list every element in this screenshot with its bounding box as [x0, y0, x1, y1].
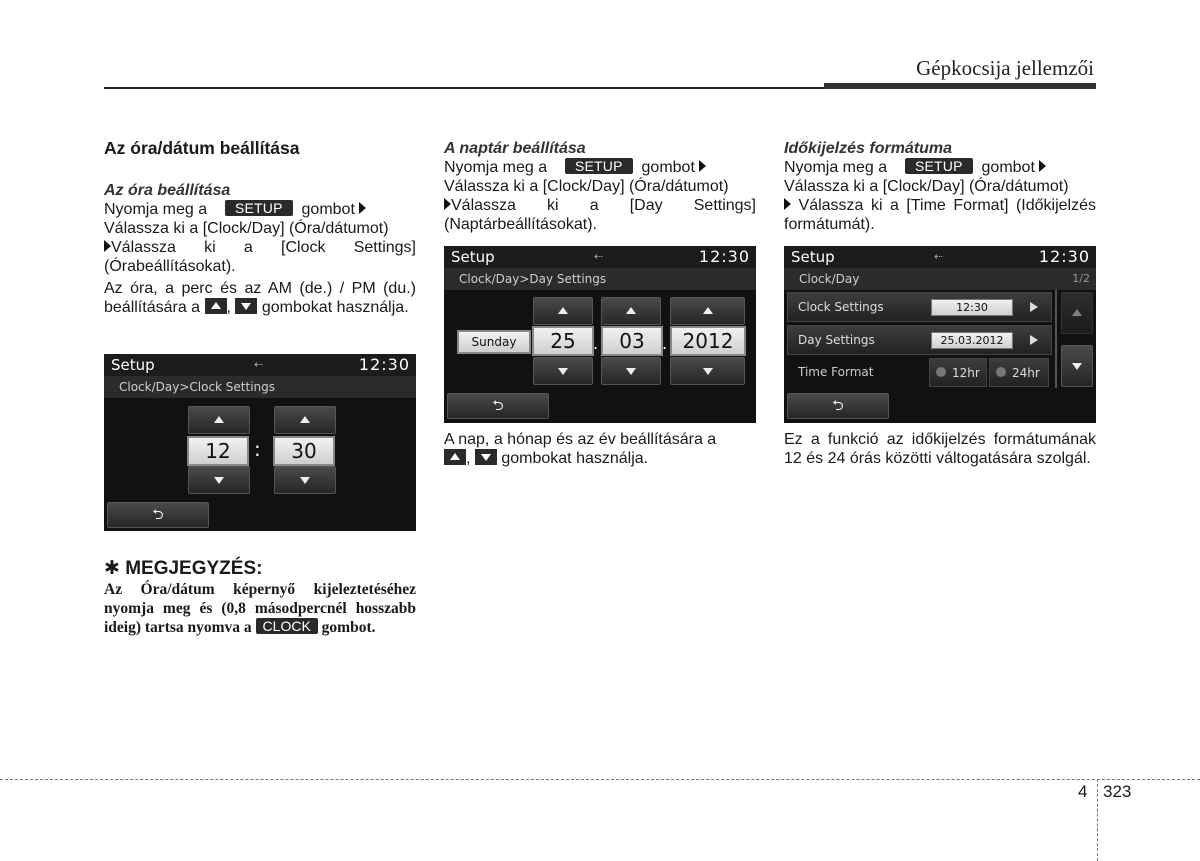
- arrow-right-icon: [359, 202, 366, 214]
- up-button-icon: [205, 298, 227, 314]
- clock-button-icon: CLOCK: [256, 618, 318, 634]
- calendar-note: [444, 430, 756, 468]
- screen-title: Setup: [451, 248, 495, 266]
- arrow-right-icon: [444, 198, 451, 210]
- minute-down-button[interactable]: [274, 466, 336, 494]
- usb-icon: ⇠: [934, 250, 944, 263]
- radio-12hr[interactable]: [929, 358, 987, 387]
- text: Válassza ki a [Time Format] (Időkijelzés formátumát).: [784, 197, 1096, 233]
- date-separator: .: [662, 334, 668, 353]
- arrow-right-icon: [784, 198, 791, 210]
- section-title: Az óra/dátum beállítása: [104, 138, 300, 158]
- hour-value[interactable]: 12: [187, 436, 249, 466]
- year-up-button[interactable]: [670, 297, 745, 325]
- arrow-right-icon: [104, 240, 111, 252]
- day-value[interactable]: 25: [532, 326, 594, 356]
- day-down-button[interactable]: [533, 357, 593, 385]
- row-label: Time Format: [798, 365, 874, 379]
- footer-rule: [0, 779, 1200, 780]
- scrollbar-track[interactable]: [1055, 290, 1057, 388]
- text: Nyomja meg a: [104, 201, 208, 218]
- scroll-up-button[interactable]: [1061, 292, 1093, 334]
- down-button-icon: [475, 449, 497, 465]
- time-format-row: [784, 357, 1054, 387]
- radio-label: 12hr: [952, 366, 980, 380]
- hour-down-button[interactable]: [188, 466, 250, 494]
- text: ,: [466, 450, 471, 467]
- up-button-icon: [444, 449, 466, 465]
- screen-header: [444, 246, 756, 268]
- text: gombokat használja.: [261, 299, 409, 316]
- arrow-right-icon: [699, 160, 706, 172]
- screen-header: [784, 246, 1096, 268]
- subsection-title: Időkijelzés formátuma: [784, 140, 953, 157]
- row-value: 12:30: [931, 299, 1013, 316]
- arrow-right-icon: [1030, 335, 1038, 345]
- setup-button-icon: SETUP: [905, 158, 973, 174]
- note-text: [104, 580, 416, 637]
- month-up-button[interactable]: [601, 297, 661, 325]
- clock-settings-row[interactable]: [787, 292, 1052, 322]
- text: ,: [226, 299, 231, 316]
- down-button-icon: [235, 298, 257, 314]
- screen-clock: 12:30: [1038, 247, 1090, 266]
- footer-divider: [1097, 779, 1098, 861]
- year-down-button[interactable]: [670, 357, 745, 385]
- breadcrumb: Clock/Day>Day Settings: [444, 268, 756, 290]
- text: gombokat használja.: [501, 450, 649, 467]
- time-separator: :: [254, 437, 261, 461]
- instruction-paragraph: [784, 158, 1096, 234]
- row-label: Day Settings: [798, 333, 875, 347]
- text: Válassza ki a [Clock/Day] (Óra/dátumot): [104, 220, 389, 237]
- text: Nyomja meg a: [444, 159, 548, 176]
- column-calendar: [444, 139, 756, 234]
- text: Az Óra/dátum képernyő kijeleztetéséhez nyomja meg és (0,8 másodpercnél hosszabb ideig) tartsa nyomva a: [104, 581, 416, 636]
- radio-24hr[interactable]: [989, 358, 1049, 387]
- minute-up-button[interactable]: [274, 406, 336, 434]
- year-value[interactable]: 2012: [670, 326, 746, 356]
- instruction-paragraph: [444, 158, 756, 234]
- subsection-title: A naptár beállítása: [444, 140, 586, 157]
- breadcrumb-text: Clock/Day: [799, 272, 860, 286]
- month-value[interactable]: 03: [601, 326, 663, 356]
- column-time-format: [784, 139, 1096, 234]
- text: Válassza ki a [Clock Settings] (Órabeállításokat).: [104, 239, 416, 275]
- text: Válassza ki a [Clock/Day] (Óra/dátumot): [444, 178, 729, 195]
- month-down-button[interactable]: [601, 357, 661, 385]
- radio-icon: [936, 367, 946, 377]
- header-bar: [824, 83, 1096, 89]
- instruction-paragraph: [104, 200, 416, 276]
- setup-button-icon: SETUP: [225, 200, 293, 216]
- note-block: [104, 558, 416, 637]
- column-clock: [104, 139, 416, 317]
- text: gombot.: [321, 619, 376, 636]
- time-format-screen: [784, 246, 1096, 423]
- day-settings-row[interactable]: [787, 325, 1052, 355]
- text: gombot: [301, 201, 355, 218]
- screen-title: Setup: [111, 356, 155, 374]
- radio-label: 24hr: [1012, 366, 1040, 380]
- breadcrumb: Clock/Day>Clock Settings: [104, 376, 416, 398]
- chapter-title: Gépkocsija jellemzői: [916, 56, 1094, 80]
- note-title: ✱ MEGJEGYZÉS:: [104, 558, 263, 579]
- setup-button-icon: SETUP: [565, 158, 633, 174]
- weekday-value: Sunday: [457, 330, 531, 354]
- screen-title: Setup: [791, 248, 835, 266]
- text: Válassza ki a [Clock/Day] (Óra/dátumot): [784, 178, 1069, 195]
- row-value: 25.03.2012: [931, 332, 1013, 349]
- screen-clock: 12:30: [358, 355, 410, 374]
- scroll-down-button[interactable]: [1061, 345, 1093, 387]
- text: Válassza ki a [Day Settings] (Naptárbeállításokat).: [444, 197, 756, 233]
- subsection-title: Az óra beállítása: [104, 182, 231, 199]
- time-format-note: Ez a funkció az időkijelzés formátumának 12 és 24 órás közötti váltogatására szolgál.: [784, 431, 1096, 467]
- chapter-number: 4: [1078, 782, 1088, 801]
- text: gombot: [641, 159, 695, 176]
- back-button[interactable]: ⮌: [107, 502, 209, 528]
- back-button[interactable]: ⮌: [787, 393, 889, 419]
- text: A nap, a hónap és az év beállítására a: [444, 431, 717, 448]
- breadcrumb: [784, 268, 1096, 290]
- date-separator: .: [593, 334, 599, 353]
- text: Az óra, a perc és az AM (de.) / PM (du.) beállítására a: [104, 280, 416, 316]
- screen-clock: 12:30: [698, 247, 750, 266]
- arrow-right-icon: [1039, 160, 1046, 172]
- day-up-button[interactable]: [533, 297, 593, 325]
- clock-settings-screen: [104, 354, 416, 531]
- radio-icon: [996, 367, 1006, 377]
- screen-header: [104, 354, 416, 376]
- usb-icon: ⇠: [254, 358, 264, 371]
- page-number: 323: [1103, 782, 1132, 801]
- row-label: Clock Settings: [798, 300, 884, 314]
- text: gombot: [981, 159, 1035, 176]
- back-button[interactable]: ⮌: [447, 393, 549, 419]
- text: Nyomja meg a: [784, 159, 888, 176]
- instruction-paragraph: [104, 279, 416, 317]
- usb-icon: ⇠: [594, 250, 604, 263]
- day-settings-screen: [444, 246, 756, 423]
- minute-value[interactable]: 30: [273, 436, 335, 466]
- page-indicator: 1/2: [1072, 272, 1090, 285]
- hour-up-button[interactable]: [188, 406, 250, 434]
- arrow-right-icon: [1030, 302, 1038, 312]
